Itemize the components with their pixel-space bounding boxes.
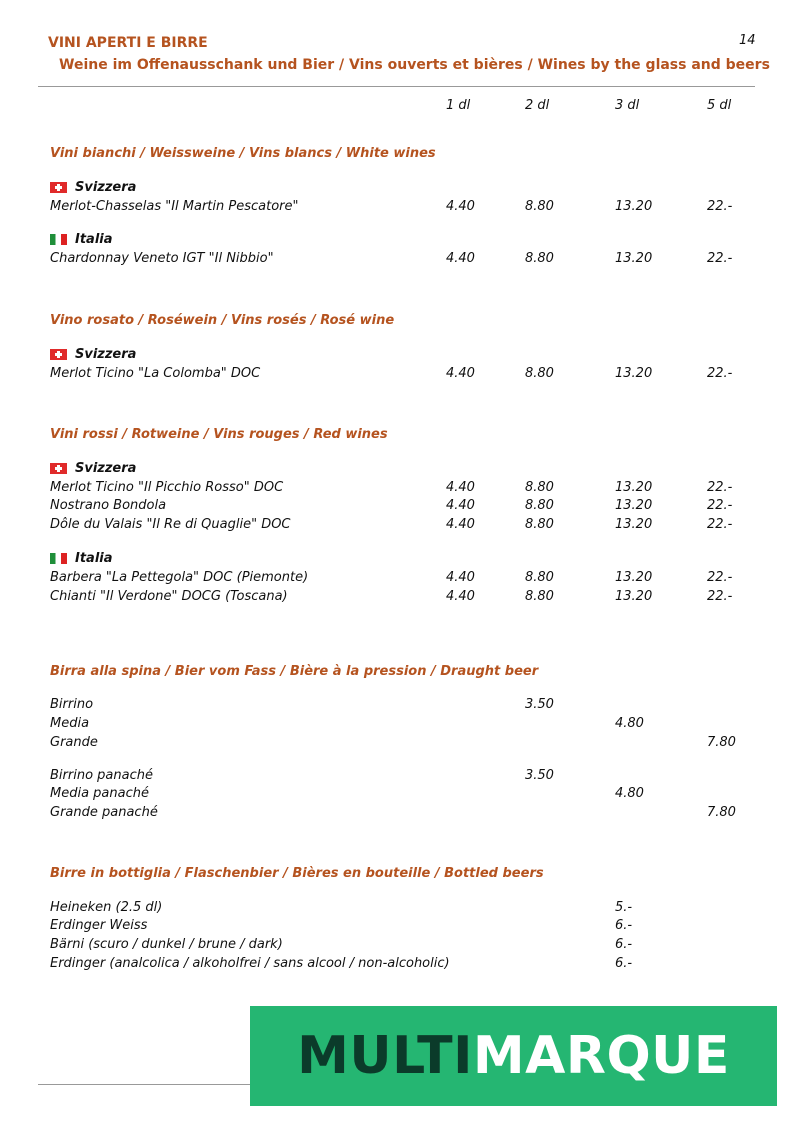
wine-name: Barbera "La Pettegola" DOC (Piemonte) [50, 570, 309, 585]
wine-row [0, 366, 792, 384]
section-heading-draught-beer: Birra alla spina / Bier vom Fass / Bière à la pression / Draught beer [50, 664, 539, 679]
country-label: Svizzera [75, 180, 137, 195]
price-3dl: 4.80 [615, 716, 644, 731]
price-5dl: 22.- [707, 366, 733, 381]
price-1dl: 4.40 [446, 199, 475, 214]
beer-name: Bärni (scuro / dunkel / brune / dark) [50, 937, 283, 952]
price-3dl: 13.20 [615, 589, 653, 604]
price-3dl: 13.20 [615, 251, 653, 266]
beer-row [0, 956, 792, 974]
beer-name: Erdinger Weiss [50, 918, 148, 933]
wine-name: Merlot Ticino "La Colomba" DOC [50, 366, 261, 381]
price-3dl: 13.20 [615, 199, 653, 214]
italian-flag-icon [50, 234, 67, 245]
column-header-5dl: 5 dl [707, 98, 732, 113]
column-header-row [0, 98, 792, 116]
price-5dl: 22.- [707, 498, 733, 513]
country-label: Svizzera [75, 461, 137, 476]
swiss-flag-icon [50, 349, 67, 360]
multimarque-banner [250, 1006, 777, 1106]
page-title: VINI APERTI E BIRRE [48, 35, 208, 51]
beer-row [0, 697, 792, 715]
price-5dl: 22.- [707, 480, 733, 495]
beer-name: Erdinger (analcolica / alkoholfrei / sans alcool / non-alcoholic) [50, 956, 450, 971]
price-2dl: 8.80 [525, 366, 554, 381]
bottle-price: 5.- [615, 900, 633, 915]
beer-name: Birrino [50, 697, 94, 712]
price-2dl: 8.80 [525, 517, 554, 532]
price-5dl: 7.80 [707, 735, 736, 750]
wine-row [0, 199, 792, 217]
beer-row [0, 716, 792, 734]
page-subtitle: Weine im Offenausschank und Bier / Vins ouverts et bières / Wines by the glass and beers [59, 57, 770, 73]
price-5dl: 22.- [707, 517, 733, 532]
price-5dl: 22.- [707, 251, 733, 266]
country-italy [50, 551, 113, 566]
beer-row [0, 900, 792, 918]
price-2dl: 8.80 [525, 570, 554, 585]
wine-row [0, 589, 792, 607]
bottom-divider [38, 1084, 250, 1085]
section-heading-red-wines: Vini rossi / Rotweine / Vins rouges / Red wines [50, 427, 388, 442]
country-switzerland [50, 461, 136, 476]
price-5dl: 22.- [707, 199, 733, 214]
price-1dl: 4.40 [446, 480, 475, 495]
country-italy [50, 232, 113, 247]
price-3dl: 13.20 [615, 570, 653, 585]
wine-row [0, 498, 792, 516]
beer-name: Media panaché [50, 786, 149, 801]
section-heading-bottled-beer: Birre in bottiglia / Flaschenbier / Bières en bouteille / Bottled beers [50, 866, 544, 881]
beer-row [0, 937, 792, 955]
beer-name: Heineken (2.5 dl) [50, 900, 163, 915]
bottle-price: 6.- [615, 937, 633, 952]
country-switzerland [50, 347, 136, 362]
wine-name: Chardonnay Veneto IGT "Il Nibbio" [50, 251, 274, 266]
country-label: Italia [75, 551, 113, 566]
wine-row [0, 517, 792, 535]
beer-row [0, 805, 792, 823]
beer-row [0, 786, 792, 804]
price-1dl: 4.40 [446, 498, 475, 513]
column-header-1dl: 1 dl [446, 98, 471, 113]
wine-row [0, 251, 792, 269]
swiss-flag-icon [50, 182, 67, 193]
column-header-3dl: 3 dl [615, 98, 640, 113]
wine-name: Nostrano Bondola [50, 498, 167, 513]
beer-row [0, 918, 792, 936]
section-heading-white-wines: Vini bianchi / Weissweine / Vins blancs / White wines [50, 146, 436, 161]
beer-row [0, 768, 792, 786]
price-3dl: 13.20 [615, 517, 653, 532]
price-1dl: 4.40 [446, 517, 475, 532]
section-heading-rose-wine: Vino rosato / Roséwein / Vins rosés / Rosé wine [50, 313, 395, 328]
beer-name: Grande panaché [50, 805, 158, 820]
price-3dl: 13.20 [615, 366, 653, 381]
bottle-price: 6.- [615, 918, 633, 933]
swiss-flag-icon [50, 463, 67, 474]
price-3dl: 13.20 [615, 480, 653, 495]
price-2dl: 3.50 [525, 697, 554, 712]
banner-text-marque: MARQUE [472, 1026, 730, 1086]
wine-name: Chianti "Il Verdone" DOCG (Toscana) [50, 589, 288, 604]
price-5dl: 22.- [707, 570, 733, 585]
banner-text-multi: MULTI [297, 1026, 473, 1086]
country-label: Svizzera [75, 347, 137, 362]
price-5dl: 22.- [707, 589, 733, 604]
price-2dl: 8.80 [525, 480, 554, 495]
wine-name: Merlot-Chasselas "Il Martin Pescatore" [50, 199, 299, 214]
price-5dl: 7.80 [707, 805, 736, 820]
italian-flag-icon [50, 553, 67, 564]
price-1dl: 4.40 [446, 589, 475, 604]
price-1dl: 4.40 [446, 570, 475, 585]
page-number: 14 [739, 33, 756, 48]
country-switzerland [50, 180, 136, 195]
wine-row [0, 570, 792, 588]
price-2dl: 8.80 [525, 251, 554, 266]
wine-name: Dôle du Valais "Il Re di Quaglie" DOC [50, 517, 291, 532]
bottle-price: 6.- [615, 956, 633, 971]
beer-name: Media [50, 716, 90, 731]
wine-row [0, 480, 792, 498]
column-header-2dl: 2 dl [525, 98, 550, 113]
beer-row [0, 735, 792, 753]
beer-name: Birrino panaché [50, 768, 153, 783]
price-3dl: 4.80 [615, 786, 644, 801]
wine-name: Merlot Ticino "Il Picchio Rosso" DOC [50, 480, 284, 495]
country-label: Italia [75, 232, 113, 247]
price-2dl: 8.80 [525, 498, 554, 513]
price-2dl: 3.50 [525, 768, 554, 783]
price-2dl: 8.80 [525, 199, 554, 214]
beer-name: Grande [50, 735, 98, 750]
price-1dl: 4.40 [446, 251, 475, 266]
price-1dl: 4.40 [446, 366, 475, 381]
price-2dl: 8.80 [525, 589, 554, 604]
price-3dl: 13.20 [615, 498, 653, 513]
top-divider [38, 86, 755, 87]
